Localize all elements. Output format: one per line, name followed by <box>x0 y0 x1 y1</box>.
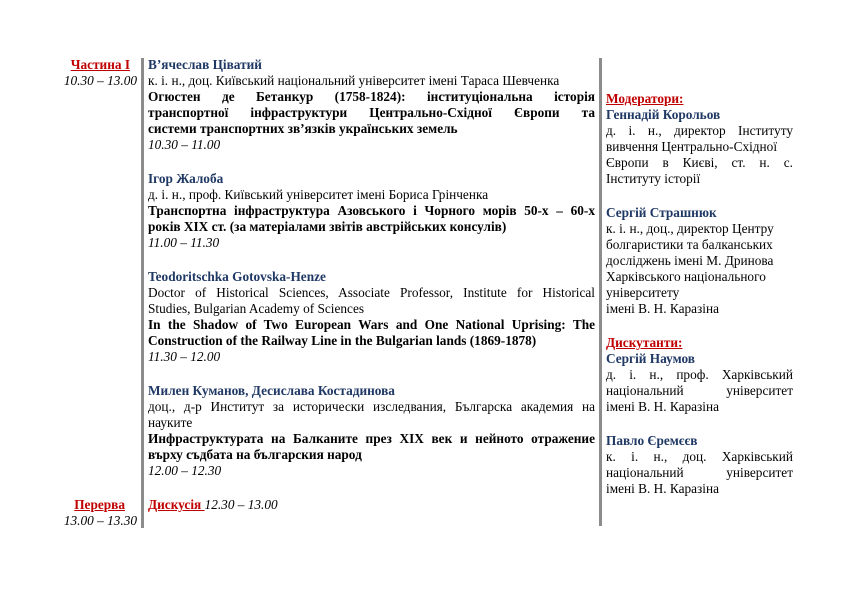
moderator-name: Геннадій Корольов <box>606 107 721 122</box>
discussants-label: Дискутанти: <box>606 335 683 350</box>
moderators-label: Модератори: <box>606 91 684 106</box>
talk-title: Огюстен де Бетанкур (1758-1824): інституціональна історія <box>148 89 595 104</box>
part-time: 10.30 – 13.00 <box>63 73 137 88</box>
discussant-info: д. і. н., проф. Харківський <box>606 367 793 382</box>
discussant-info: національний університет <box>606 465 793 480</box>
moderator-info: імені В. Н. Каразіна <box>606 301 720 316</box>
column-divider-left <box>141 58 144 528</box>
discussion-label: Дискусія <box>148 497 205 512</box>
speaker-affiliation: Studies, Bulgarian Academy of Sciences <box>148 301 365 316</box>
moderator-info: Харківського національного <box>606 269 766 284</box>
talk-time: 11.30 – 12.00 <box>148 349 221 364</box>
moderator-info: університету <box>606 285 680 300</box>
moderator-info: к. і. н., доц., директор Центру <box>606 221 774 236</box>
talk-title: върху съдбата на българския народ <box>148 447 362 462</box>
speaker-affiliation: д. і. н., проф. Київський університет імені Бориса Грінченка <box>148 187 489 202</box>
talk-time: 10.30 – 11.00 <box>148 137 221 152</box>
talk-title: In the Shadow of Two European Wars and One National Uprising: The <box>148 317 595 332</box>
discussant-info: імені В. Н. Каразіна <box>606 399 720 414</box>
moderator-info: Європи в Києві, ст. н. с. <box>606 155 793 170</box>
talk-title: Транспортна інфраструктура Азовського і Чорного морів 50-х – 60-х <box>148 203 595 218</box>
moderator-name: Сергій Страшнюк <box>606 205 717 220</box>
discussant-name: Сергій Наумов <box>606 351 695 366</box>
speaker-name: Милен Куманов, Десислава Костадинова <box>148 383 395 398</box>
speaker-affiliation: Doctor of Historical Sciences, Associate Professor, Institute for Historical <box>148 285 595 300</box>
moderator-info: д. і. н., директор Інституту <box>606 123 793 138</box>
break-label: Перерва <box>74 497 125 512</box>
moderator-info: Інституту історії <box>606 171 701 186</box>
moderator-info: болгаристики та балканських <box>606 237 773 252</box>
discussant-info: імені В. Н. Каразіна <box>606 481 720 496</box>
talk-title: транспортної інфраструктури Центрально-Східної Європи та <box>148 105 595 120</box>
talk-time: 12.00 – 12.30 <box>148 463 222 478</box>
discussant-name: Павло Єремєєв <box>606 433 698 448</box>
moderator-info: досліджень імені М. Дринова <box>606 253 774 268</box>
talk-title: Инфраструктурата на Балканите през XIX век и нейното отражение <box>148 431 595 446</box>
talk-time: 11.00 – 11.30 <box>148 235 220 250</box>
speaker-name: Ігор Жалоба <box>148 171 224 186</box>
discussion-time: 12.30 – 13.00 <box>204 497 278 512</box>
speaker-affiliation: к. і. н., доц. Київський національний університет імені Тараса Шевченка <box>148 73 560 88</box>
moderator-info: вивчення Центрально-Східної <box>606 139 778 154</box>
column-divider-right <box>599 58 602 526</box>
talk-title: системи транспортних зв’язків українських земель <box>148 121 458 136</box>
discussant-info: національний університет <box>606 383 793 398</box>
discussion <box>148 497 278 513</box>
discussant-info: к. і. н., доц. Харківський <box>606 449 793 464</box>
speaker-affiliation: науките <box>148 415 193 430</box>
part-label: Частина I <box>70 57 130 72</box>
speaker-affiliation: доц., д-р Институт за исторически изследвания, Българска академия на <box>148 399 595 414</box>
talk-title: років XIX ст. (за матеріалами звітів австрійських консулів) <box>148 219 507 234</box>
break-time: 13.00 – 13.30 <box>63 513 137 528</box>
speaker-name: Teodoritschka Gotovska-Henze <box>148 269 326 284</box>
speaker-name: В’ячеслав Ціватий <box>148 57 262 72</box>
talk-title: Construction of the Railway Line in the Bulgarian lands (1869-1878) <box>148 333 537 348</box>
